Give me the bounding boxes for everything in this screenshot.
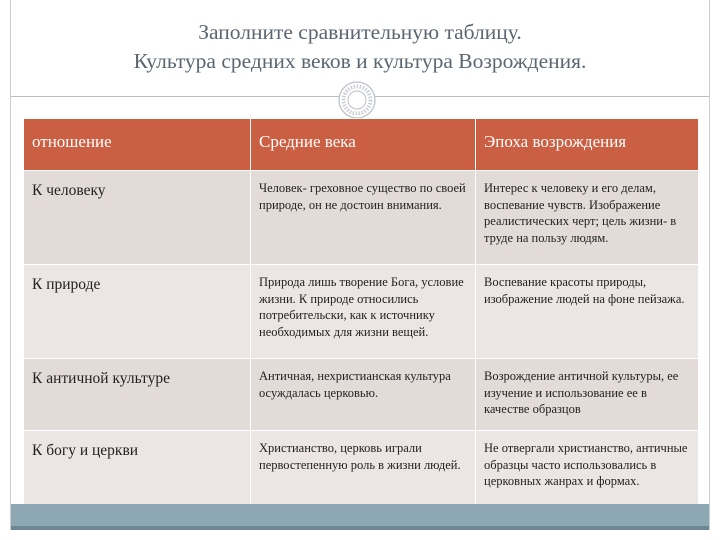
table-row: [24, 359, 699, 431]
header-middle-ages: Средние века: [251, 119, 476, 171]
comparison-table: [23, 118, 699, 505]
slide-title: [11, 18, 709, 76]
cell-relation: К природе: [24, 265, 251, 359]
cell-middle-ages: Природа лишь творение Бога, условие жизни. К природе относились потребительски, как к источнику необходимых для жизни вещей.: [251, 265, 476, 359]
cell-relation: К богу и церкви: [24, 431, 251, 505]
header-renaissance: Эпоха возрождения: [476, 119, 699, 171]
table-row: [24, 431, 699, 505]
footer-bar: [11, 504, 709, 526]
table-row: [24, 265, 699, 359]
header-relation: отношение: [24, 119, 251, 171]
footer-bar-shadow: [11, 526, 709, 530]
cell-middle-ages: Христианство, церковь играли первостепенную роль в жизни людей.: [251, 431, 476, 505]
title-line-2: Культура средних веков и культура Возрождения.: [133, 49, 587, 73]
circle-ornament-icon: [337, 80, 377, 120]
cell-renaissance: Интерес к человеку и его делам, воспевание чувств. Изображение реалистических черт; цель жизни- в труде на пользу людям.: [476, 171, 699, 265]
table-row: [24, 171, 699, 265]
cell-middle-ages: Античная, нехристианская культура осуждалась церковью.: [251, 359, 476, 431]
cell-middle-ages: Человек- греховное существо по своей природе, он не достоин внимания.: [251, 171, 476, 265]
cell-relation: К человеку: [24, 171, 251, 265]
title-line-1: Заполните сравнительную таблицу.: [198, 20, 522, 44]
table-header-row: [24, 119, 699, 171]
cell-relation: К античной культуре: [24, 359, 251, 431]
cell-renaissance: Воспевание красоты природы, изображение людей на фоне пейзажа.: [476, 265, 699, 359]
cell-renaissance: Возрождение античной культуры, ее изучение и использование ее в качестве образцов: [476, 359, 699, 431]
cell-renaissance: Не отвергали христианство, античные образцы часто использовались в церковных жанрах и формах.: [476, 431, 699, 505]
